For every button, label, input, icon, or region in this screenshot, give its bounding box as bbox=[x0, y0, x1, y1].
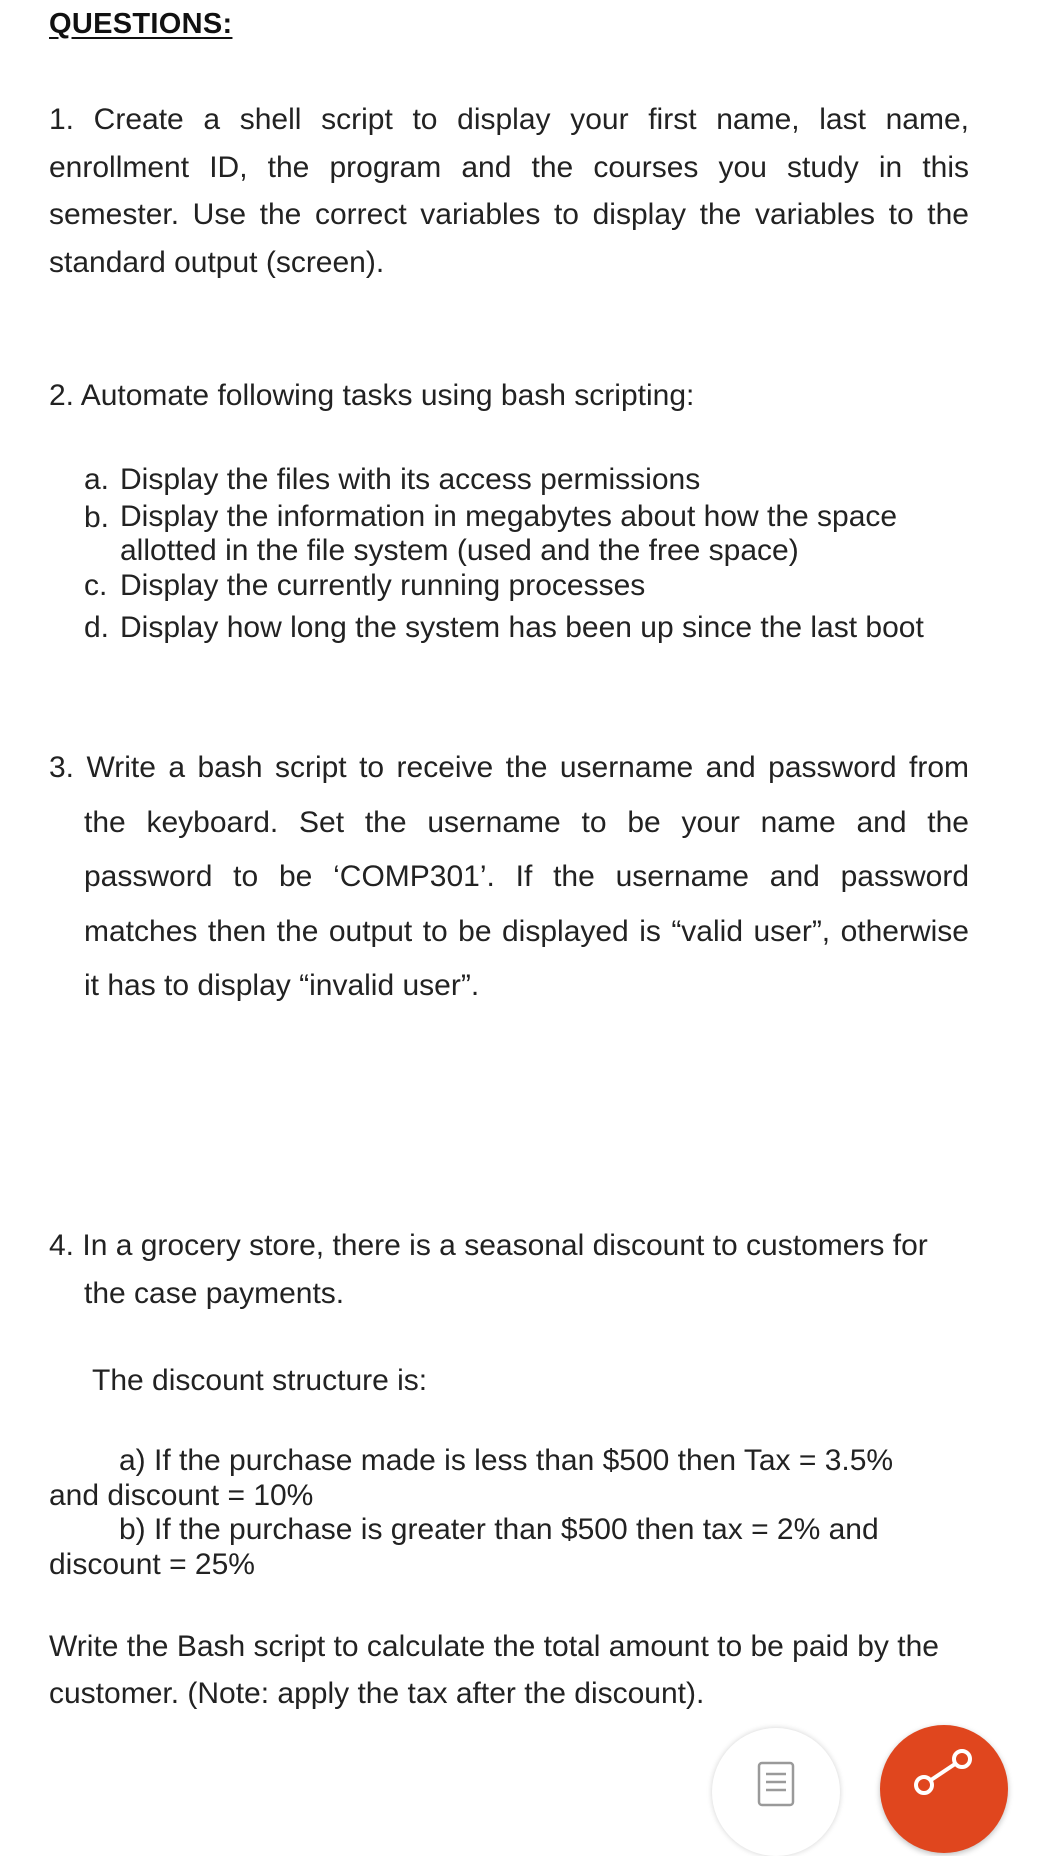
list-item-label: d. bbox=[84, 611, 110, 644]
document-icon bbox=[756, 1760, 796, 1808]
list-item bbox=[84, 568, 969, 604]
rule-a-line-2: and discount = 10% bbox=[49, 1479, 314, 1512]
question-1: 1. Create a shell script to display your first name, last name, enrollment ID, the program and the courses you study in this semester. Use the correct variables to display the variables to the standard output (screen). bbox=[49, 103, 969, 279]
share-button[interactable] bbox=[880, 1725, 1008, 1853]
rule-a-line-1: a) If the purchase made is less than $500 then Tax = 3.5% bbox=[119, 1444, 894, 1477]
question-4-instruction: Write the Bash script to calculate the total amount to be paid by the customer. (Note: apply the tax after the discount). bbox=[49, 1630, 939, 1710]
list-item-text: Display the currently running processes bbox=[120, 569, 646, 602]
question-3 bbox=[49, 741, 969, 1014]
list-item bbox=[84, 610, 969, 646]
list-item-label: b. bbox=[84, 501, 110, 534]
question-4 bbox=[49, 1222, 969, 1318]
question-2-task-list bbox=[84, 462, 969, 646]
discount-structure-intro: The discount structure is: bbox=[92, 1364, 428, 1397]
list-item bbox=[84, 462, 969, 498]
share-icon bbox=[914, 1747, 974, 1797]
question-3-text: 3. Write a bash script to receive the username and password from the keyboard. Set the username to be your name and the password to be ‘COMP301’. If the username and password matches then the output to be displayed is “valid user”, otherwise it has to display “invalid user”. bbox=[49, 751, 969, 1002]
list-item-label: a. bbox=[84, 463, 110, 496]
document-button[interactable] bbox=[712, 1728, 840, 1856]
rule-b-line-1: b) If the purchase is greater than $500 then tax = 2% and bbox=[119, 1513, 879, 1546]
list-item-text: Display how long the system has been up since the last boot bbox=[120, 611, 924, 644]
question-2: 2. Automate following tasks using bash scripting: bbox=[49, 379, 695, 412]
discount-rule-b bbox=[49, 1512, 969, 1582]
list-item bbox=[84, 500, 969, 568]
page-title: QUESTIONS: bbox=[49, 8, 233, 40]
question-4-text: 4. In a grocery store, there is a seasonal discount to customers for the case payments. bbox=[49, 1229, 928, 1310]
rule-b-line-2: discount = 25% bbox=[49, 1548, 255, 1581]
list-item-text: Display the information in megabytes about how the space allotted in the file system (used and the free space) bbox=[120, 500, 898, 567]
list-item-label: c. bbox=[84, 569, 108, 602]
discount-rule-a bbox=[49, 1443, 969, 1513]
list-item-text: Display the files with its access permissions bbox=[120, 463, 701, 496]
